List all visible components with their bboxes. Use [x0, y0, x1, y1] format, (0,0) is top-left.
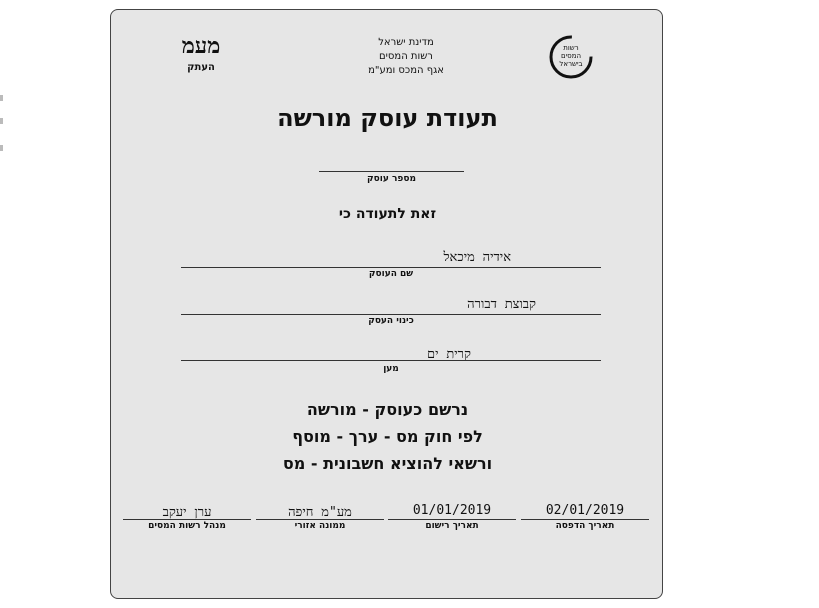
- director-label: מנהל רשות המסים: [148, 521, 226, 531]
- scan-mark: [0, 95, 3, 101]
- registration-line1: נרשם כעוסק - מורשה: [306, 400, 469, 419]
- registration-date-line: [388, 519, 516, 520]
- director-line: [123, 519, 251, 520]
- business-number-label: מספר עוסק: [367, 174, 416, 184]
- dealer-name-label: שם העוסק: [368, 269, 414, 279]
- vat-logo-icon: [171, 34, 231, 73]
- certificate-document: [110, 9, 663, 599]
- print-date-label: תאריך הדפסה: [555, 521, 615, 531]
- address-label: מען: [383, 364, 399, 374]
- page-title: תעודת עוסק מורשה: [277, 104, 498, 132]
- business-name-label: כינוי העסק: [368, 316, 414, 326]
- address-line: [181, 360, 601, 361]
- logo-text-line3: בישראל: [559, 60, 583, 68]
- registration-line3: ורשאי להוציא חשבונית - מס: [282, 454, 493, 473]
- scan-mark: [0, 118, 3, 124]
- copy-label: העתק: [187, 62, 215, 73]
- business-name-value: קבוצת דבורה: [467, 297, 536, 312]
- vat-logo-mark: מעמ: [181, 33, 221, 59]
- certify-text: זאת לתעודה כי: [338, 206, 437, 222]
- logo-text-line1: רשות: [563, 44, 579, 52]
- header-block: [326, 36, 486, 78]
- print-date-line: [521, 519, 649, 520]
- address-value: קרית ים: [426, 347, 471, 362]
- regional-officer-line: [256, 519, 384, 520]
- header-country: מדינת ישראל: [378, 37, 434, 48]
- dealer-name-line: [181, 267, 601, 268]
- registration-date-value: 01/01/2019: [412, 503, 492, 518]
- regional-officer-label: ממונה אזורי: [294, 521, 346, 531]
- business-name-line: [181, 314, 601, 315]
- business-number-value: [319, 156, 464, 170]
- tax-authority-logo-icon: [548, 34, 594, 80]
- business-number-line: [319, 171, 464, 172]
- print-date-value: 02/01/2019: [545, 503, 625, 518]
- director-value: ערן יעקב: [162, 505, 212, 520]
- regional-officer-value: מע"מ חיפה: [288, 505, 352, 520]
- registration-date-label: תאריך רישום: [425, 521, 479, 531]
- registration-line2: לפי חוק מס - ערך - מוסף: [292, 427, 483, 446]
- header-authority: רשות המסים: [379, 51, 433, 62]
- scan-mark: [0, 145, 3, 151]
- header-department: אגף המכס ומע"מ: [368, 65, 444, 76]
- registration-block: [111, 396, 664, 477]
- logo-text-line2: המסים: [560, 52, 582, 60]
- dealer-name-value: אידיה מיכאל: [443, 250, 511, 265]
